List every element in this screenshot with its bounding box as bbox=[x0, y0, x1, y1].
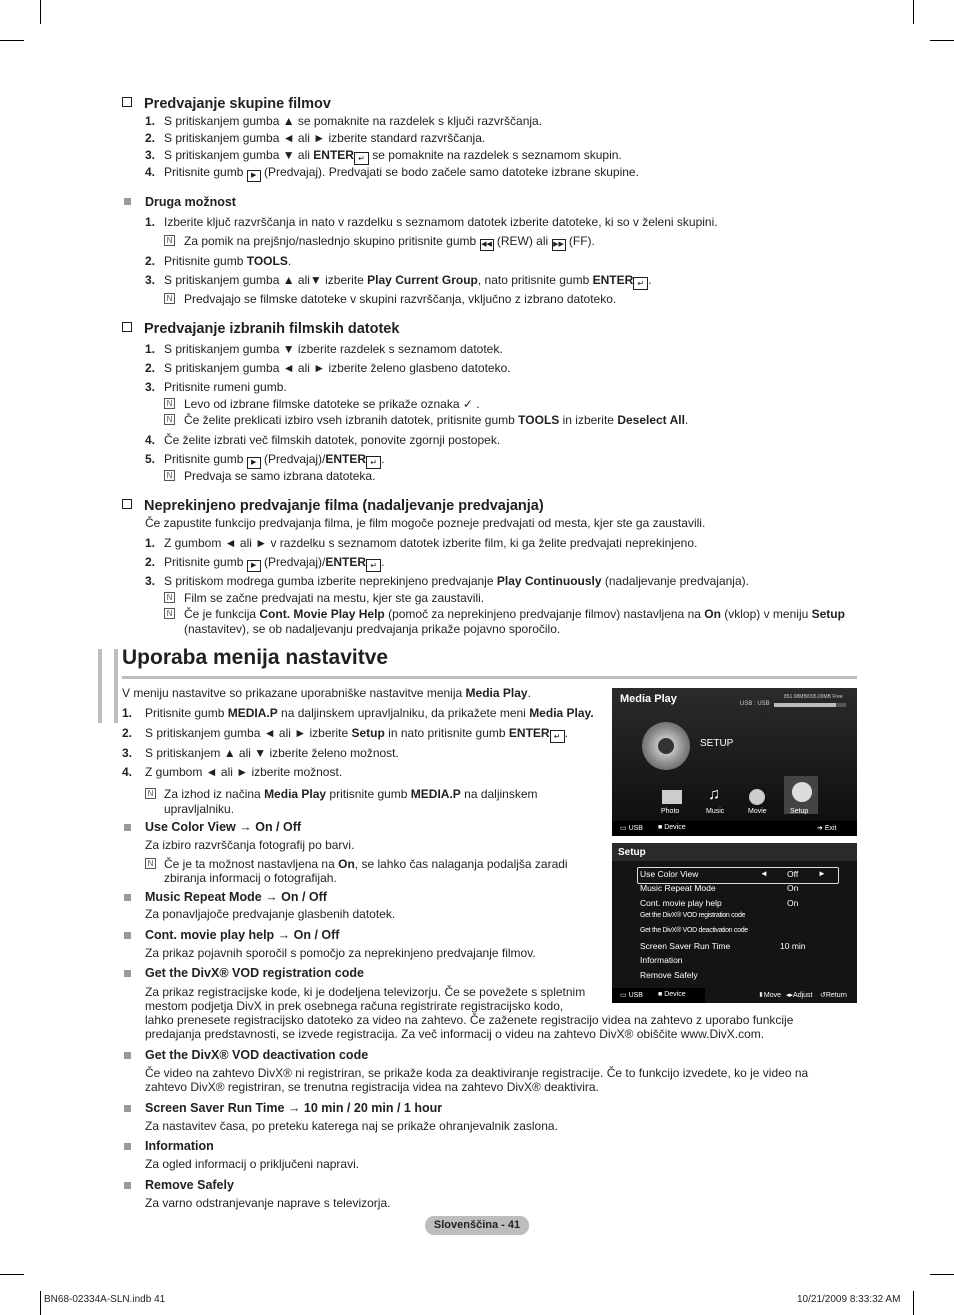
note-text: Film se začne predvajati na mestu, kjer ste ga zaustavili. bbox=[184, 591, 485, 605]
bullet-icon bbox=[124, 970, 131, 977]
setting-desc: Za nastavitev časa, po preteku katerega naj se prikaže ohranjevalnik zaslona. bbox=[145, 1119, 558, 1133]
media-play-screen: Media Play 851.98MB/995.00MB Free USB : USB SETUP ♫ Photo Music Movie Setup ▭ USB ■ Device ➜ Exit bbox=[612, 688, 857, 836]
step-text: Z gumbom ◄ ali ► izberite možnost. bbox=[145, 765, 343, 779]
setup-screen: Setup Use Color View Off ◄ ► Music Repeat Mode On Cont. movie play help On Get the DivX® VOD registration code Get the DivX® VOD deactivation code Screen Saver Run Time 10 min Information Remove Safely ▭ USB ■ Device ⬍Move ◂▸Adjust ↺Return bbox=[612, 843, 857, 1003]
enter-icon: ↵ bbox=[354, 152, 369, 165]
setup-gear-icon[interactable] bbox=[792, 782, 812, 802]
note-icon: N bbox=[164, 592, 175, 603]
setup-row-label[interactable]: Get the DivX® VOD registration code bbox=[640, 912, 746, 920]
screen-footer: ▭ USB ■ Device bbox=[612, 988, 705, 1003]
note-icon: N bbox=[145, 858, 156, 869]
checkbox-square-icon bbox=[122, 97, 132, 107]
step-text: Pritisnite gumb ▶ (Predvajaj)/ENTER ↵ . bbox=[164, 452, 385, 467]
setup-row-value: 10 min bbox=[780, 941, 806, 951]
setting-desc: Za izbiro razvrščanja fotografij po barvi. bbox=[145, 838, 355, 852]
setting-desc: Za varno odstranjevanje naprave s televizorja. bbox=[145, 1196, 391, 1210]
section-heading: Neprekinjeno predvajanje filma (nadaljevanje predvajanja) bbox=[122, 498, 544, 514]
intro-text: V meniju nastavitve so prikazane uporabniške nastavitve menija Media Play. bbox=[122, 686, 531, 700]
crop-mark bbox=[0, 40, 24, 41]
setting-desc: Za prikaz pojavnih sporočil s pomočjo za neprekinjeno predvajanje filmov. bbox=[145, 946, 536, 960]
play-icon: ▶ bbox=[247, 170, 261, 182]
step-text: Če želite izbrati več filmskih datotek, ponovite zgornji postopek. bbox=[164, 433, 501, 447]
enter-icon: ↵ bbox=[550, 730, 565, 743]
screen-footer: ▭ USB ■ Device ➜ Exit bbox=[612, 821, 857, 836]
step-text: Izberite ključ razvrščanja in nato v razdelku s seznamom datotek izberite datoteke, ki so v želeni skupini. bbox=[164, 215, 718, 229]
note-text: Če je funkcija Cont. Movie Play Help (pomoč za neprekinjeno predvajanje filmov) nastavljena na On (vklop) v meniju Setup bbox=[184, 607, 845, 621]
play-icon: ▶ bbox=[247, 457, 261, 469]
step-text: Pritisnite gumb ▶ (Predvajaj)/ENTER ↵ . bbox=[164, 555, 385, 570]
section-heading: Predvajanje skupine filmov bbox=[122, 96, 331, 112]
step-text: S pritiskanjem gumba ◄ ali ► izberite Setup in nato pritisnite gumb ENTER ↵ . bbox=[145, 726, 568, 741]
setting-heading: Use Color View → On / Off bbox=[145, 820, 302, 834]
storage-bar bbox=[774, 703, 846, 707]
bullet-icon bbox=[124, 1105, 131, 1112]
bullet-icon bbox=[124, 824, 131, 831]
setting-heading: Information bbox=[145, 1139, 214, 1153]
enter-icon: ↵ bbox=[366, 456, 381, 469]
setup-row-label[interactable]: Get the DivX® VOD deactivation code bbox=[640, 926, 748, 934]
checkbox-square-icon bbox=[122, 322, 132, 332]
title-accent-bar bbox=[98, 649, 118, 723]
exit-button[interactable]: ➜ Exit bbox=[817, 825, 837, 832]
file-info: BN68-02334A-SLN.indb 41 bbox=[44, 1294, 166, 1305]
note-icon: N bbox=[145, 788, 156, 799]
bullet-icon bbox=[124, 1143, 131, 1150]
note-text: Predvaja se samo izbrana datoteka. bbox=[184, 469, 376, 483]
step-text: Pritisnite gumb ▶ (Predvajaj). Predvajati se bodo začele samo datoteke izbrane skupine. bbox=[164, 165, 639, 182]
crop-mark bbox=[40, 1291, 41, 1315]
setting-desc: Za ogled informacij o priključeni napravi. bbox=[145, 1157, 360, 1171]
print-date: 10/21/2009 8:33:32 AM bbox=[797, 1294, 901, 1305]
enter-icon: ↵ bbox=[366, 559, 381, 572]
note-text: Predvajajo se filmske datoteke v skupini razvrščanja, vključno z izbrano datoteko. bbox=[184, 292, 617, 306]
step-text: Z gumbom ◄ ali ► v razdelku s seznamom datotek izberite film, ki ga želite predvajati neprekinjeno. bbox=[164, 536, 698, 550]
setting-desc: Za ponavljajoče predvajanje glasbenih datotek. bbox=[145, 907, 396, 921]
crop-mark bbox=[913, 1291, 914, 1315]
note-text: (nastavitev), se ob nadaljevanju predvajanja prikaže pojavno sporočilo. bbox=[184, 622, 561, 636]
option-heading: Druga možnost bbox=[145, 195, 236, 209]
title-rule bbox=[122, 676, 857, 679]
setting-heading: Remove Safely bbox=[145, 1178, 234, 1192]
setup-row-label[interactable]: Remove Safely bbox=[640, 969, 698, 980]
page-number-badge: Slovenščina - 41 bbox=[425, 1216, 529, 1235]
setting-heading: Screen Saver Run Time → 10 min / 20 min / 1 hour bbox=[145, 1101, 443, 1115]
setting-heading: Get the DivX® VOD registration code bbox=[145, 966, 364, 980]
photo-icon[interactable] bbox=[662, 790, 682, 804]
note-icon: N bbox=[164, 414, 175, 425]
setup-row-label[interactable]: Information bbox=[640, 955, 683, 966]
step-text: S pritiskanjem gumba ▲ se pomaknite na razdelek s ključi razvrščanja. bbox=[164, 114, 543, 128]
setup-row-value: Off bbox=[787, 869, 799, 879]
step-text: S pritiskanjem gumba ◄ ali ► izberite želeno glasbeno datoteko. bbox=[164, 361, 511, 375]
bullet-icon bbox=[124, 1052, 131, 1059]
bullet-icon bbox=[124, 932, 131, 939]
music-icon[interactable]: ♫ bbox=[708, 786, 720, 803]
arrow-right-icon[interactable]: ► bbox=[818, 869, 826, 878]
movie-icon[interactable] bbox=[749, 789, 765, 805]
step-text: S pritiskanjem gumba ▲ ali▼ izberite Play Current Group, nato pritisnite gumb ENTER ↵ . bbox=[164, 273, 652, 288]
step-text: S pritiskanjem ▲ ali ▼ izberite želeno možnost. bbox=[145, 746, 399, 760]
note-icon: N bbox=[164, 398, 175, 409]
note-text: Za pomik na prejšnjo/naslednjo skupino pritisnite gumb ◀◀ (REW) ali ▶▶ (FF). bbox=[184, 234, 595, 251]
setup-row-value: On bbox=[787, 897, 799, 908]
crop-mark bbox=[0, 1274, 24, 1275]
crop-mark bbox=[930, 40, 954, 41]
setup-row-value: On bbox=[787, 883, 799, 894]
enter-icon: ↵ bbox=[633, 277, 648, 290]
setting-desc: mestom podjetja DivX in prek osebnega računa registrirate registracijsko kodo, bbox=[145, 999, 564, 1013]
step-text: Pritisnite gumb TOOLS. bbox=[164, 254, 292, 268]
setting-desc: lahko prenesete registracijsko datoteko za video na zahtevo. Če zaženete registracijo videa na zahtevo z uporabo funkcije bbox=[145, 1013, 794, 1027]
setting-heading: Get the DivX® VOD deactivation code bbox=[145, 1048, 369, 1062]
note-icon: N bbox=[164, 470, 175, 481]
setup-row-label[interactable]: Use Color View bbox=[640, 869, 699, 879]
step-text: S pritiskanjem gumba ▼ izberite razdelek s seznamom datotek. bbox=[164, 342, 503, 356]
setting-desc: Za prikaz registracijske kode, ki je dodeljena televizorju. Če se povežete s spletnim bbox=[145, 985, 586, 999]
setting-desc: zahtevo DivX® registriran, se trenutna registracija videa na zahtevo DivX® deaktivira. bbox=[145, 1080, 599, 1094]
crop-mark bbox=[40, 0, 41, 24]
gear-icon bbox=[642, 722, 690, 770]
note-icon: N bbox=[164, 608, 175, 619]
move-hint: ⬍Move bbox=[758, 992, 781, 999]
arrow-left-icon[interactable]: ◄ bbox=[760, 869, 768, 878]
setting-heading: Music Repeat Mode → On / Off bbox=[145, 890, 327, 904]
section-heading: Predvajanje izbranih filmskih datotek bbox=[122, 321, 399, 337]
setup-row-label[interactable]: Screen Saver Run Time bbox=[640, 941, 731, 951]
intro-text: Če zapustite funkcijo predvajanja filma, je film mogoče pozneje predvajati od mesta, kjer ste ga zaustavili. bbox=[145, 516, 706, 530]
step-text: S pritiskanjem gumba ▼ ali ENTER ↵ se pomaknite na razdelek s seznamom skupin. bbox=[164, 148, 622, 163]
adjust-hint: ◂▸Adjust bbox=[786, 992, 813, 999]
note-icon: N bbox=[164, 293, 175, 304]
fast-forward-icon: ▶▶ bbox=[552, 239, 566, 251]
setting-desc: predajanja predstavnosti, se izvede registracija. Za več informacij o videu na zahtevo DivX® obiščite www.DivX.com. bbox=[145, 1027, 765, 1041]
note-text: upravljalniku. bbox=[164, 802, 235, 816]
checkbox-square-icon bbox=[122, 499, 132, 509]
crop-mark bbox=[913, 0, 914, 24]
return-button[interactable]: ↺Return bbox=[820, 992, 847, 999]
bullet-icon bbox=[124, 1182, 131, 1189]
page-title: Uporaba menija nastavitve bbox=[122, 646, 389, 669]
note-text: Če želite preklicati izbiro vseh izbranih datotek, pritisnite gumb TOOLS in izberite Deselect All. bbox=[184, 413, 689, 427]
play-icon: ▶ bbox=[247, 560, 261, 572]
note-text: zbiranja informacij o fotografijah. bbox=[164, 871, 337, 885]
note-icon: N bbox=[164, 235, 175, 246]
step-text: Pritisnite gumb MEDIA.P na daljinskem upravljalniku, da prikažete meni Media Play. bbox=[145, 706, 594, 720]
step-text: Pritisnite rumeni gumb. bbox=[164, 380, 287, 394]
note-text: Levo od izbrane filmske datoteke se prikaže oznaka ✓ . bbox=[184, 397, 480, 411]
setting-heading: Cont. movie play help → On / Off bbox=[145, 928, 340, 942]
crop-mark bbox=[930, 1274, 954, 1275]
step-text: S pritiskanjem gumba ◄ ali ► izberite standard razvrščanja. bbox=[164, 131, 486, 145]
note-text: Če je ta možnost nastavljena na On, se lahko čas nalaganja podaljša zaradi bbox=[164, 857, 568, 871]
note-text: Za izhod iz načina Media Play pritisnite gumb MEDIA.P na daljinskem bbox=[164, 787, 538, 801]
rewind-icon: ◀◀ bbox=[480, 239, 494, 251]
setting-desc: Če video na zahtevo DivX® ni registriran, se prikaže koda za deaktiviranje registracije. Če to funkcijo izvedete, ko je video na bbox=[145, 1066, 809, 1080]
bullet-icon bbox=[124, 894, 131, 901]
bullet-icon bbox=[124, 198, 131, 205]
setup-row-label[interactable]: Cont. movie play help bbox=[640, 897, 722, 908]
setup-row-label[interactable]: Music Repeat Mode bbox=[640, 883, 716, 894]
step-text: S pritiskom modrega gumba izberite neprekinjeno predvajanje Play Continuously (nadaljevanje predvajanja). bbox=[164, 574, 749, 588]
